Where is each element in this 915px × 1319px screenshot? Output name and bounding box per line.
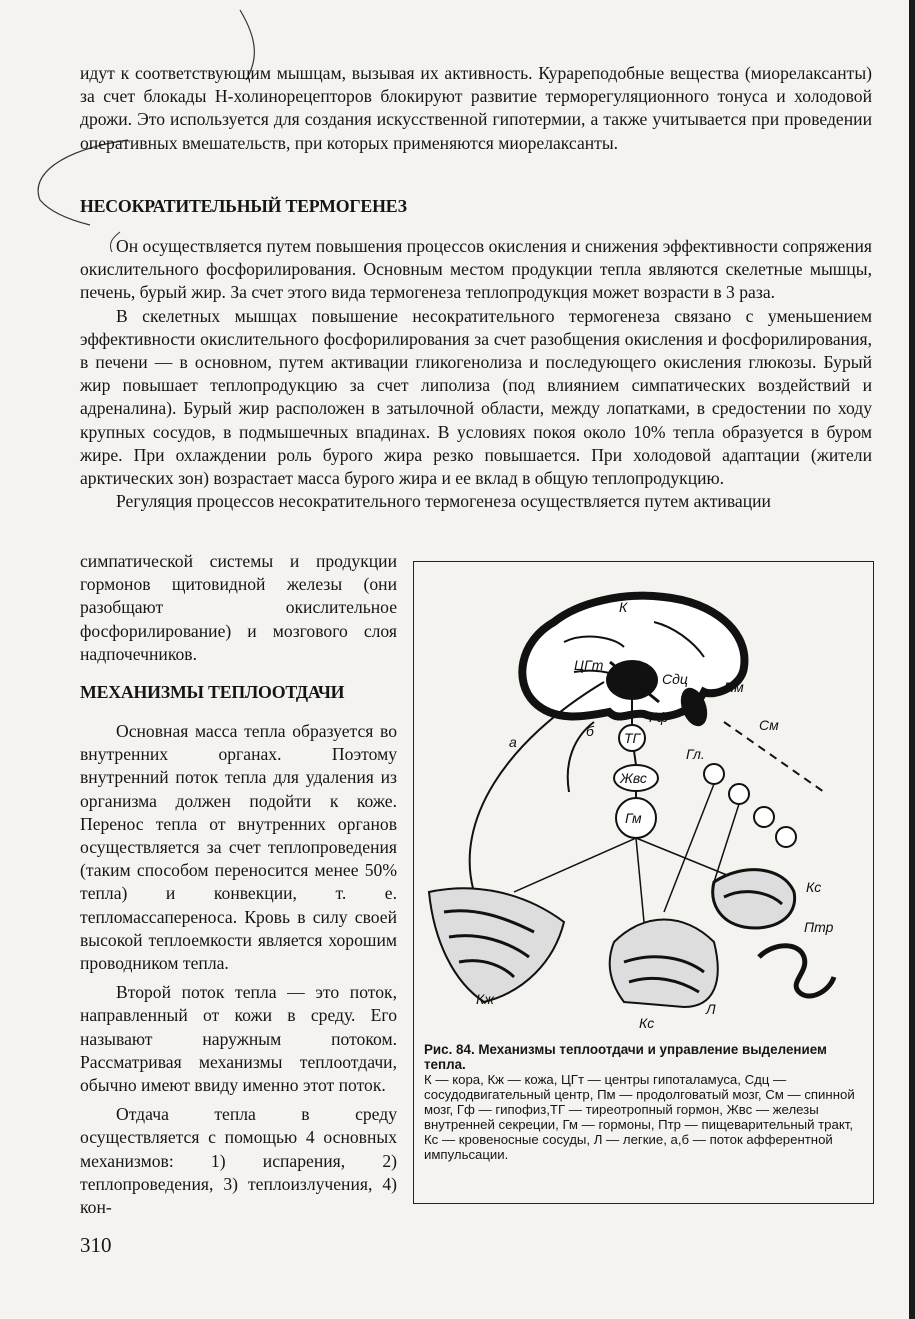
top-paragraph-block — [80, 62, 872, 155]
neuron — [776, 827, 796, 847]
label-ks-right: Кс — [806, 879, 822, 895]
lung-tissue — [610, 920, 718, 1008]
nonshivering-text — [80, 235, 872, 513]
label-k: К — [619, 599, 628, 615]
top-paragraph: идут к соответствующим мышцам, вызывая их активность. Курареподобные вещества (миорелаксанты) за счет блокады Н-холинорецепторов блокируют развитие терморегуляционного тонуса и холодовой дрожи. Это используется для создания искусственной гипотермии, а также учитывается при проведении оперативных вмешательств, при которых применяются миорелаксанты. — [80, 63, 872, 153]
figure-84 — [413, 561, 874, 1204]
label-kzh: Кж — [476, 991, 494, 1007]
neuron — [754, 807, 774, 827]
skin-tissue — [429, 888, 564, 1002]
label-gf: Гф — [649, 709, 669, 725]
figure-caption — [424, 1042, 864, 1162]
label-pm: Пм — [724, 679, 744, 695]
paragraph: В скелетных мышцах повышение несократительного термогенеза связано с уменьшением эффективности окислительного фосфорилирования за счет разобщения окисления и фосфорилирования, в печени — в основном, путем активации гликогенолиза и последующего окисления глюкозы. Бурый жир повышает теплопродукцию за счет липолиза (под влиянием симпатических воздействий и адреналина). Бурый жир расположен в затылочной области, между лопатками, в средостении по ходу крупных сосудов, в подмышечных впадинах. В условиях покоя около 10% тепла образуется в буром жире. При охлаждении роль бурого жира резко повышается. При холодовой адаптации (жители арктических зон) возрастает масса бурого жира и ее вклад в общую теплопродукцию. — [80, 305, 872, 489]
digestive-tract — [759, 946, 834, 996]
page-number: 310 — [80, 1233, 112, 1257]
left-column-continuation — [80, 550, 397, 666]
paragraph: Основная масса тепла образуется во внутренних органах. Поэтому внутренний поток тепла для удаления из организма должен подойти к коже. Перенос тепла от внутренних органов осуществляется за счет теплопроведения (таким способом переносится менее 50% тепла) и конвекции, т. е. тепломассапереноса. Кровь в силу своей высокой теплоемкости является хорошим проводником тепла. — [80, 721, 397, 974]
paragraph: Регуляция процессов несократительного термогенеза осуществляется путем активации — [116, 491, 771, 512]
heading-nonshivering-thermogenesis: НЕСОКРАТИТЕЛЬНЫЙ ТЕРМОГЕНЕЗ — [80, 196, 407, 216]
label-ks-bottom: Кс — [639, 1015, 655, 1031]
figure-caption-title: Рис. 84. Механизмы теплоотдачи и управление выделением тепла. — [424, 1042, 827, 1072]
label-tg: ТГ — [624, 730, 641, 746]
neuron — [704, 764, 724, 784]
paragraph: Он осуществляется путем повышения процессов окисления и снижения эффективности сопряжения окислительного фосфорилирования. Основным местом продукции тепла являются скелетные мышцы, печень, бурый жир. За счет этого вида термогенеза теплопродукция может возрасти в 3 раза. — [80, 236, 872, 303]
blood-vessels-right — [713, 870, 795, 928]
label-sm: См — [759, 717, 779, 733]
neuron — [729, 784, 749, 804]
label-l: Л — [706, 1001, 716, 1017]
label-ptr: Птр — [804, 919, 834, 935]
heading-heat-release-mechanisms: МЕХАНИЗМЫ ТЕПЛООТДАЧИ — [80, 682, 345, 702]
figure-diagram — [414, 562, 872, 1037]
paragraph: Отдача тепла в среду осуществляется с помощью 4 основных механизмов: 1) испарения, 2) теплопроведения, 3) теплоизлучения, 4) кон- — [80, 1104, 397, 1218]
label-b: б — [586, 723, 594, 739]
label-gl: Гл. — [686, 746, 705, 762]
label-gm: Гм — [625, 810, 642, 826]
paragraph: Второй поток тепла — это поток, направленный от кожи в среду. Его называют наружным потоком. Рассматривая механизмы теплоотдачи, обычно имеют ввиду именно этот поток. — [80, 982, 397, 1096]
label-zhvs: Жвс — [620, 770, 647, 786]
label-cgt: ЦГт — [574, 657, 604, 673]
label-a: а — [509, 734, 517, 750]
figure-caption-body: К — кора, Кж — кожа, ЦГт — центры гипоталамуса, Сдц — сосудодвигательный центр, Пм — продолговатый мозг, См — спинной мозг, Гф — гипофиз,ТГ — тиреотропный гормон, Жвс — железы внутренней секреции, Гм — гормоны, Птр — пищеварительный тракт, Кс — кровеносные сосуды, Л — легкие, а,б — поток афферентной импульсации. — [424, 1072, 855, 1162]
label-sdc: Сдц — [662, 671, 688, 687]
heat-release-text — [80, 720, 397, 1219]
paragraph: симпатической системы и продукции гормонов щитовидной железы (они разобщают окислительное фосфорилирование) и мозгового слоя надпочечников. — [80, 551, 397, 664]
